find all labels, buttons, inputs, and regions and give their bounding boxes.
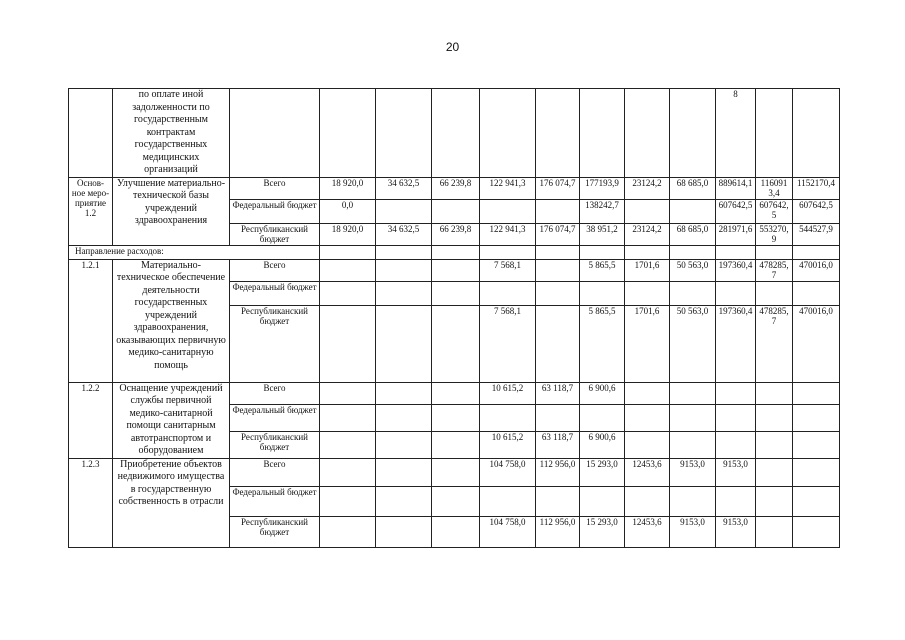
value-cell: [670, 89, 716, 178]
value-cell: [625, 404, 670, 431]
value-cell: [580, 404, 625, 431]
event-code-cell: Основ-ное меро-приятие 1.2: [69, 177, 113, 245]
value-cell: 197360,4: [716, 259, 756, 281]
value-cell: 66 239,8: [432, 177, 480, 199]
value-cell: 478285,7: [756, 305, 793, 382]
value-cell: [320, 281, 376, 305]
value-cell: [670, 382, 716, 404]
value-cell: [793, 89, 840, 178]
event-code-cell: 1.2.2: [69, 382, 113, 458]
value-cell: [480, 281, 536, 305]
value-cell: [625, 281, 670, 305]
value-cell: 6 900,6: [580, 382, 625, 404]
value-cell: 12453,6: [625, 458, 670, 486]
event-name-cell: Улучшение материально-технической базы учреждений здравоохранения: [113, 177, 230, 245]
value-cell: [320, 486, 376, 516]
value-cell: 5 865,5: [580, 305, 625, 382]
value-cell: 15 293,0: [580, 516, 625, 547]
value-cell: [432, 486, 480, 516]
value-cell: 8: [716, 89, 756, 178]
funding-source-cell: Федеральный бюджет: [230, 404, 320, 431]
funding-source-cell: Всего: [230, 177, 320, 199]
funding-source-cell: Республиканский бюджет: [230, 305, 320, 382]
value-cell: [716, 404, 756, 431]
value-cell: [670, 281, 716, 305]
value-cell: [432, 432, 480, 458]
value-cell: [320, 245, 376, 259]
value-cell: [432, 516, 480, 547]
value-cell: 68 685,0: [670, 223, 716, 245]
value-cell: [756, 382, 793, 404]
value-cell: [376, 89, 432, 178]
value-cell: 23124,2: [625, 223, 670, 245]
value-cell: [670, 432, 716, 458]
value-cell: 12453,6: [625, 516, 670, 547]
value-cell: [756, 486, 793, 516]
funding-source-cell: Всего: [230, 382, 320, 404]
value-cell: 122 941,3: [480, 177, 536, 199]
value-cell: 104 758,0: [480, 458, 536, 486]
value-cell: [536, 259, 580, 281]
event-name-cell: по оплате иной задолженности по государственным контрактам государственных медицинских организаций: [113, 89, 230, 178]
value-cell: 112 956,0: [536, 516, 580, 547]
value-cell: 470016,0: [793, 259, 840, 281]
value-cell: [376, 281, 432, 305]
value-cell: 1160913,4: [756, 177, 793, 199]
value-cell: [793, 516, 840, 547]
value-cell: [320, 458, 376, 486]
event-name-cell: Оснащение учреждений службы первичной медико-санитарной помощи санитарным автотранспортом и оборудованием: [113, 382, 230, 458]
value-cell: 7 568,1: [480, 305, 536, 382]
value-cell: 112 956,0: [536, 458, 580, 486]
value-cell: [480, 245, 536, 259]
code-cell: [69, 89, 113, 178]
value-cell: 197360,4: [716, 305, 756, 382]
value-cell: 66 239,8: [432, 223, 480, 245]
value-cell: [670, 404, 716, 431]
funding-source-cell: Республиканский бюджет: [230, 432, 320, 458]
value-cell: [376, 382, 432, 404]
value-cell: [716, 432, 756, 458]
table-row: [69, 458, 840, 486]
value-cell: 478285,7: [756, 259, 793, 281]
value-cell: [376, 432, 432, 458]
value-cell: [625, 199, 670, 223]
value-cell: 1152170,4: [793, 177, 840, 199]
value-cell: [432, 382, 480, 404]
event-code-cell: 1.2.1: [69, 259, 113, 382]
value-cell: 7 568,1: [480, 259, 536, 281]
value-cell: 34 632,5: [376, 223, 432, 245]
value-cell: [432, 245, 480, 259]
table-row: [69, 89, 840, 178]
value-cell: 553270,9: [756, 223, 793, 245]
value-cell: [376, 486, 432, 516]
value-cell: [320, 89, 376, 178]
funding-source-cell: Всего: [230, 458, 320, 486]
value-cell: [432, 458, 480, 486]
funding-source-cell: Федеральный бюджет: [230, 199, 320, 223]
value-cell: 18 920,0: [320, 177, 376, 199]
value-cell: [536, 486, 580, 516]
value-cell: [480, 89, 536, 178]
value-cell: [320, 404, 376, 431]
value-cell: [376, 458, 432, 486]
value-cell: 607642,5: [716, 199, 756, 223]
value-cell: [376, 199, 432, 223]
value-cell: [756, 516, 793, 547]
value-cell: 138242,7: [580, 199, 625, 223]
value-cell: 607642,5: [793, 199, 840, 223]
value-cell: [432, 259, 480, 281]
value-cell: 176 074,7: [536, 177, 580, 199]
value-cell: [376, 305, 432, 382]
value-cell: 9153,0: [716, 516, 756, 547]
event-name-cell: Приобретение объектов недвижимого имущества в государственную собственность в отрасли: [113, 458, 230, 547]
value-cell: [580, 245, 625, 259]
value-cell: [376, 404, 432, 431]
page-number: 20: [445, 40, 460, 54]
value-cell: [793, 432, 840, 458]
budget-table: [68, 88, 840, 548]
value-cell: 104 758,0: [480, 516, 536, 547]
value-cell: [376, 516, 432, 547]
value-cell: 10 615,2: [480, 382, 536, 404]
value-cell: [536, 404, 580, 431]
value-cell: [670, 199, 716, 223]
value-cell: [480, 404, 536, 431]
value-cell: [536, 199, 580, 223]
value-cell: [670, 245, 716, 259]
value-cell: [716, 486, 756, 516]
value-cell: 9153,0: [670, 516, 716, 547]
value-cell: [432, 305, 480, 382]
event-name-cell: Материально-техническое обеспечение деятельности государственных учреждений здравоохранения, оказывающих первичную медико-санитарную помощь: [113, 259, 230, 382]
value-cell: [756, 432, 793, 458]
value-cell: [793, 404, 840, 431]
value-cell: 50 563,0: [670, 305, 716, 382]
value-cell: [716, 382, 756, 404]
value-cell: [793, 458, 840, 486]
value-cell: [756, 281, 793, 305]
table-row: [69, 245, 840, 259]
value-cell: [625, 382, 670, 404]
value-cell: [536, 89, 580, 178]
value-cell: [580, 89, 625, 178]
table-row: [69, 259, 840, 281]
value-cell: [480, 486, 536, 516]
funding-source-cell: Федеральный бюджет: [230, 486, 320, 516]
value-cell: [670, 486, 716, 516]
value-cell: 34 632,5: [376, 177, 432, 199]
direction-label-cell: Направление расходов:: [69, 245, 320, 259]
table-row: [69, 382, 840, 404]
value-cell: [716, 245, 756, 259]
value-cell: [320, 432, 376, 458]
value-cell: [625, 486, 670, 516]
value-cell: 889614,1: [716, 177, 756, 199]
table-row: [69, 177, 840, 199]
value-cell: 6 900,6: [580, 432, 625, 458]
value-cell: [432, 281, 480, 305]
value-cell: [793, 486, 840, 516]
value-cell: 281971,6: [716, 223, 756, 245]
value-cell: [793, 245, 840, 259]
funding-source-cell: Федеральный бюджет: [230, 281, 320, 305]
value-cell: 50 563,0: [670, 259, 716, 281]
value-cell: [716, 281, 756, 305]
value-cell: 15 293,0: [580, 458, 625, 486]
value-cell: [320, 382, 376, 404]
value-cell: [536, 245, 580, 259]
value-cell: 177193,9: [580, 177, 625, 199]
value-cell: 23124,2: [625, 177, 670, 199]
funding-source-cell: Республиканский бюджет: [230, 516, 320, 547]
value-cell: [376, 245, 432, 259]
value-cell: 38 951,2: [580, 223, 625, 245]
value-cell: [625, 432, 670, 458]
budget-table-body: [69, 89, 840, 548]
event-code-cell: 1.2.3: [69, 458, 113, 547]
value-cell: [480, 199, 536, 223]
value-cell: 176 074,7: [536, 223, 580, 245]
value-cell: [793, 281, 840, 305]
value-cell: [320, 516, 376, 547]
funding-source-cell: Всего: [230, 259, 320, 281]
value-cell: 5 865,5: [580, 259, 625, 281]
value-cell: [432, 404, 480, 431]
value-cell: [625, 245, 670, 259]
value-cell: [756, 458, 793, 486]
value-cell: [580, 281, 625, 305]
value-cell: 9153,0: [716, 458, 756, 486]
value-cell: [432, 199, 480, 223]
value-cell: 18 920,0: [320, 223, 376, 245]
value-cell: 68 685,0: [670, 177, 716, 199]
value-cell: [756, 89, 793, 178]
value-cell: 607642,5: [756, 199, 793, 223]
value-cell: 10 615,2: [480, 432, 536, 458]
funding-source-cell: Республиканский бюджет: [230, 223, 320, 245]
source-cell: [230, 89, 320, 178]
value-cell: 1701,6: [625, 305, 670, 382]
value-cell: [536, 305, 580, 382]
value-cell: [580, 486, 625, 516]
value-cell: [320, 305, 376, 382]
value-cell: [625, 89, 670, 178]
value-cell: 1701,6: [625, 259, 670, 281]
value-cell: 0,0: [320, 199, 376, 223]
value-cell: 544527,9: [793, 223, 840, 245]
value-cell: [793, 382, 840, 404]
value-cell: 470016,0: [793, 305, 840, 382]
value-cell: [756, 245, 793, 259]
value-cell: 63 118,7: [536, 382, 580, 404]
value-cell: [376, 259, 432, 281]
value-cell: [756, 404, 793, 431]
value-cell: 9153,0: [670, 458, 716, 486]
value-cell: [536, 281, 580, 305]
value-cell: 63 118,7: [536, 432, 580, 458]
value-cell: [432, 89, 480, 178]
value-cell: [320, 259, 376, 281]
value-cell: 122 941,3: [480, 223, 536, 245]
